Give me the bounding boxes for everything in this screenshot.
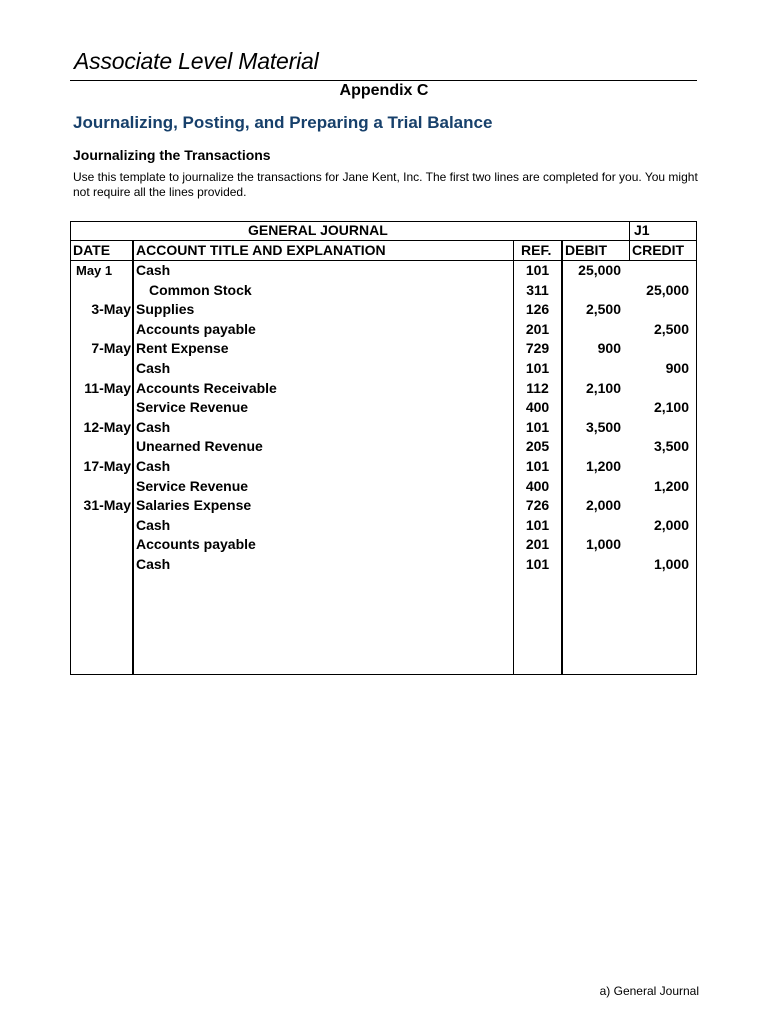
table-row — [70, 418, 697, 438]
column-header-date: DATE — [73, 242, 111, 258]
row-debit: 2,000 — [585, 497, 621, 514]
debit-column-border — [629, 221, 630, 260]
appendix-label: Appendix C — [339, 82, 429, 99]
row-debit: 25,000 — [578, 262, 621, 278]
journal-title: GENERAL JOURNAL — [248, 222, 388, 238]
table-row — [70, 457, 697, 477]
page-title: Journalizing, Posting, and Preparing a Trial Balance — [73, 113, 493, 132]
table-row — [70, 320, 697, 340]
row-account: Common Stock — [149, 281, 252, 298]
row-ref: 729 — [525, 340, 550, 357]
row-ref: 400 — [525, 477, 550, 494]
row-account: Accounts payable — [136, 536, 256, 553]
row-account: Cash — [136, 262, 171, 278]
row-credit: 25,000 — [646, 281, 689, 298]
row-credit: 2,100 — [653, 399, 689, 416]
row-account: Accounts Receivable — [136, 379, 277, 396]
row-account: Cash — [136, 418, 171, 435]
row-date: May 1 — [76, 263, 113, 278]
row-debit: 1,200 — [585, 457, 621, 474]
row-date: 3-May — [91, 301, 131, 318]
row-account: Cash — [136, 516, 171, 533]
row-date: 11-May — [84, 379, 131, 396]
table-row — [70, 496, 697, 516]
row-credit: 900 — [665, 359, 689, 376]
row-ref: 201 — [525, 320, 550, 337]
row-account: Cash — [136, 359, 171, 376]
row-ref: 101 — [525, 516, 550, 533]
row-debit: 1,000 — [585, 536, 621, 553]
row-credit: 1,000 — [653, 555, 689, 572]
row-account: Salaries Expense — [136, 497, 252, 514]
row-ref: 112 — [526, 379, 549, 396]
row-date: 12-May — [83, 418, 131, 435]
row-ref: 400 — [525, 399, 550, 416]
row-credit: 2,500 — [653, 320, 689, 337]
row-ref: 101 — [525, 555, 550, 572]
table-row — [70, 555, 697, 575]
table-row — [70, 339, 697, 359]
row-account: Cash — [136, 457, 171, 474]
row-debit: 2,100 — [585, 379, 621, 396]
column-header-ref: REF. — [521, 242, 552, 258]
row-date: 7-May — [91, 340, 131, 357]
table-row — [70, 300, 697, 320]
table-row — [70, 477, 697, 497]
table-row — [70, 398, 697, 418]
row-ref: 126 — [525, 301, 550, 318]
table-row — [70, 359, 697, 379]
row-account: Unearned Revenue — [136, 438, 263, 455]
row-ref: 101 — [525, 418, 550, 435]
row-ref: 101 — [525, 359, 550, 376]
table-row — [70, 379, 697, 399]
row-credit: 3,500 — [653, 438, 689, 455]
row-ref: 311 — [526, 281, 549, 298]
table-row — [70, 437, 697, 457]
page-footer: a) General Journal — [599, 984, 699, 998]
section-heading: Journalizing the Transactions — [73, 147, 271, 163]
row-ref: 726 — [525, 497, 550, 514]
header-divider — [70, 80, 697, 81]
header-brand: Associate Level Material — [74, 48, 319, 74]
table-row — [70, 516, 697, 536]
row-date: 31-May — [83, 497, 131, 514]
table-row — [70, 281, 697, 301]
row-account: Service Revenue — [136, 399, 249, 416]
row-ref: 101 — [525, 262, 550, 278]
row-account: Accounts payable — [136, 320, 256, 337]
journal-rows — [70, 261, 697, 575]
row-date: 17-May — [83, 457, 131, 474]
row-account: Supplies — [136, 301, 195, 318]
row-debit: 2,500 — [585, 301, 621, 318]
column-header-credit: CREDIT — [632, 242, 685, 258]
table-row — [70, 261, 697, 281]
table-row — [70, 535, 697, 555]
row-account: Service Revenue — [136, 477, 249, 494]
row-account: Cash — [136, 555, 171, 572]
row-account: Rent Expense — [136, 340, 229, 357]
row-debit: 900 — [597, 340, 621, 357]
row-ref: 205 — [525, 438, 550, 455]
row-ref: 101 — [525, 457, 550, 474]
row-credit: 1,200 — [653, 477, 689, 494]
column-header-account: ACCOUNT TITLE AND EXPLANATION — [136, 242, 386, 258]
general-journal-table — [70, 221, 697, 675]
row-credit: 2,000 — [653, 516, 689, 533]
row-ref: 201 — [525, 536, 550, 553]
instructions-text: Use this template to journalize the transactions for Jane Kent, Inc. The first two lines are completed for you. You might not require all the lines provided. — [73, 170, 698, 199]
column-header-debit: DEBIT — [565, 242, 607, 258]
row-debit: 3,500 — [585, 418, 621, 435]
journal-page: J1 — [634, 222, 650, 238]
